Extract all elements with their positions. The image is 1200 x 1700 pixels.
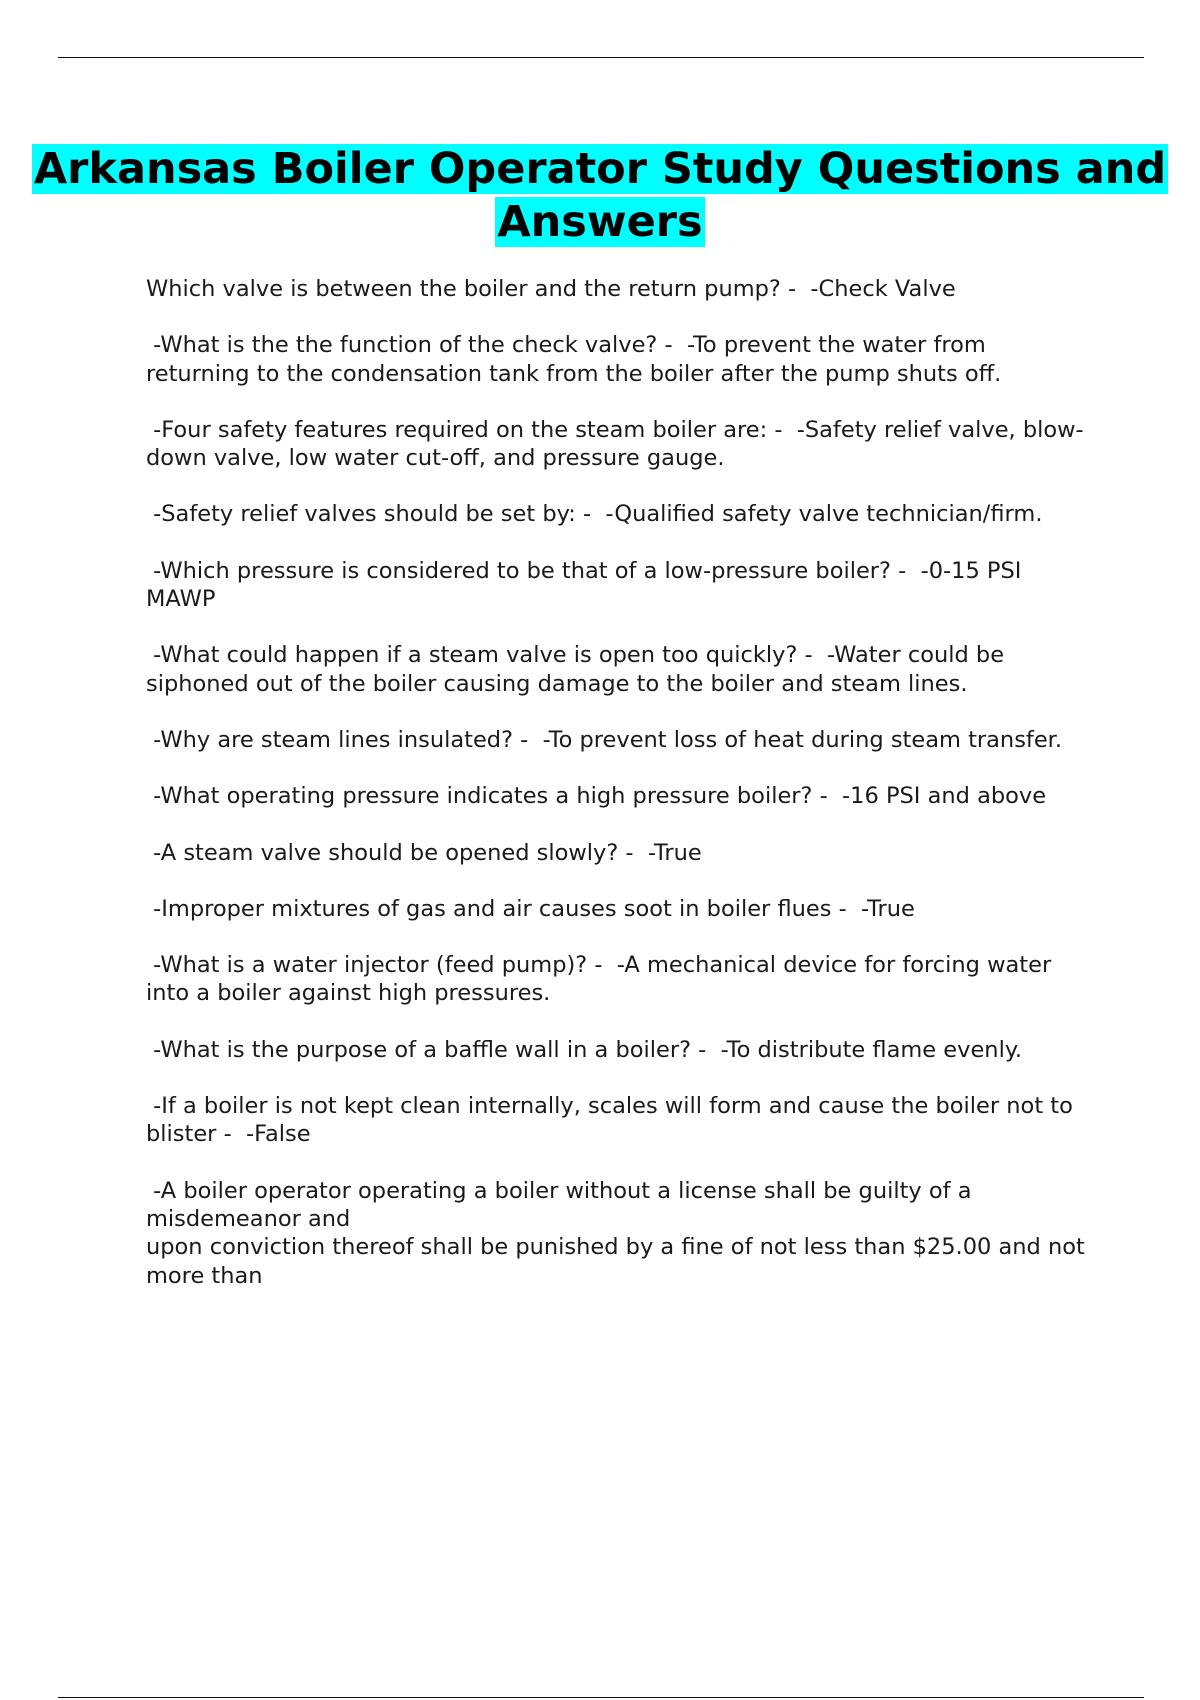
qa-entry: -A boiler operator operating a boiler without a license shall be guilty of a misdemeanor and upon conviction thereof shall be punished by a fine of not less than $25.00 and not more than — [146, 1177, 1085, 1289]
footer-rule — [58, 1697, 1144, 1698]
qa-entry: -What is the the function of the check valve? - -To prevent the water from returning to the condensation tank from the boiler after the pump shuts off. — [146, 332, 1002, 387]
qa-entry: -What operating pressure indicates a high pressure boiler? - -16 PSI and above — [146, 783, 1047, 810]
qa-entry: -Safety relief valves should be set by: - -Qualified safety valve technician/firm. — [146, 501, 1043, 528]
qa-list — [146, 275, 1096, 1318]
qa-entry: -Improper mixtures of gas and air causes soot in boiler flues - -True — [146, 895, 915, 922]
qa-entry: -A steam valve should be opened slowly? - -True — [146, 839, 702, 866]
qa-entry: -If a boiler is not kept clean internally, scales will form and cause the boiler not to blister - -False — [146, 1093, 1081, 1148]
document-title: Arkansas Boiler Operator Study Questions and Answers — [33, 144, 1167, 247]
header-rule — [58, 57, 1144, 58]
qa-entry: -What is the purpose of a baffle wall in a boiler? - -To distribute flame evenly. — [146, 1036, 1023, 1063]
title-block — [0, 143, 1200, 249]
qa-entry: -What is a water injector (feed pump)? - -A mechanical device for forcing water into a boiler against high pressures. — [146, 952, 1059, 1007]
qa-entry: -Four safety features required on the steam boiler are: - -Safety relief valve, blow-down valve, low water cut-off, and pressure gauge. — [146, 416, 1084, 472]
qa-entry: -Which pressure is considered to be that of a low-pressure boiler? - -0-15 PSI MAWP — [146, 557, 1029, 613]
qa-entry: Which valve is between the boiler and the return pump? - -Check Valve — [146, 276, 956, 302]
qa-entry: -Why are steam lines insulated? - -To prevent loss of heat during steam transfer. — [146, 726, 1063, 753]
qa-entry: -What could happen if a steam valve is open too quickly? - -Water could be siphoned out of the boiler causing damage to the boiler and steam lines. — [146, 642, 1012, 697]
